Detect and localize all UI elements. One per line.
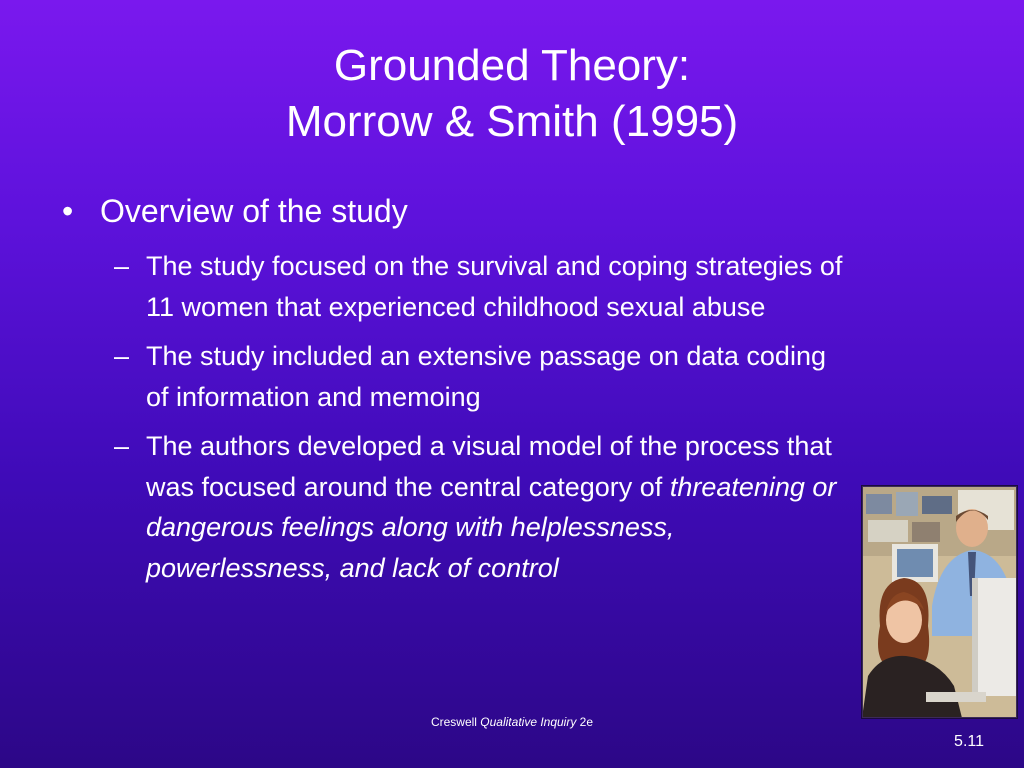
sub-bullet-text: The study focused on the survival and coping strategies of 11 women that experienced childhood sexual abuse [146,251,843,322]
sub-bullet-dash: – [114,251,130,281]
photo-illustration [862,486,1017,718]
footer-citation [0,715,1024,729]
bullet-mark: • [62,193,74,229]
footer-author: Creswell [430,715,481,729]
sub-bullet-dash: – [114,431,130,461]
footer-book-title: Qualitative Inquiry [480,715,577,729]
sub-bullet-survival [114,246,854,327]
sub-bullet-emphasis: threatening or dangerous feelings along with helplessness, powerlessness, and lack of control [146,471,837,583]
photo-two-people-at-computer [861,485,1018,719]
bullet-text: Overview of the study [100,193,408,229]
slide-number: 5.11 [954,733,984,750]
sub-bullet-visual-model [114,426,854,588]
sub-bullet-text: The study included an extensive passage on data coding of information and memoing [146,341,826,412]
slide-title-line-1: Grounded Theory: [333,41,691,90]
sub-bullet-coding [114,336,854,417]
footer-edition: 2e [576,715,594,729]
sub-bullet-text: The authors developed a visual model of the process that was focused around the central category of [146,431,832,502]
slide-title-line-2: Morrow & Smith (1995) [285,97,739,146]
sub-bullet-list [114,246,854,597]
sub-bullet-dash: – [114,341,130,371]
slide-title [0,38,1024,150]
